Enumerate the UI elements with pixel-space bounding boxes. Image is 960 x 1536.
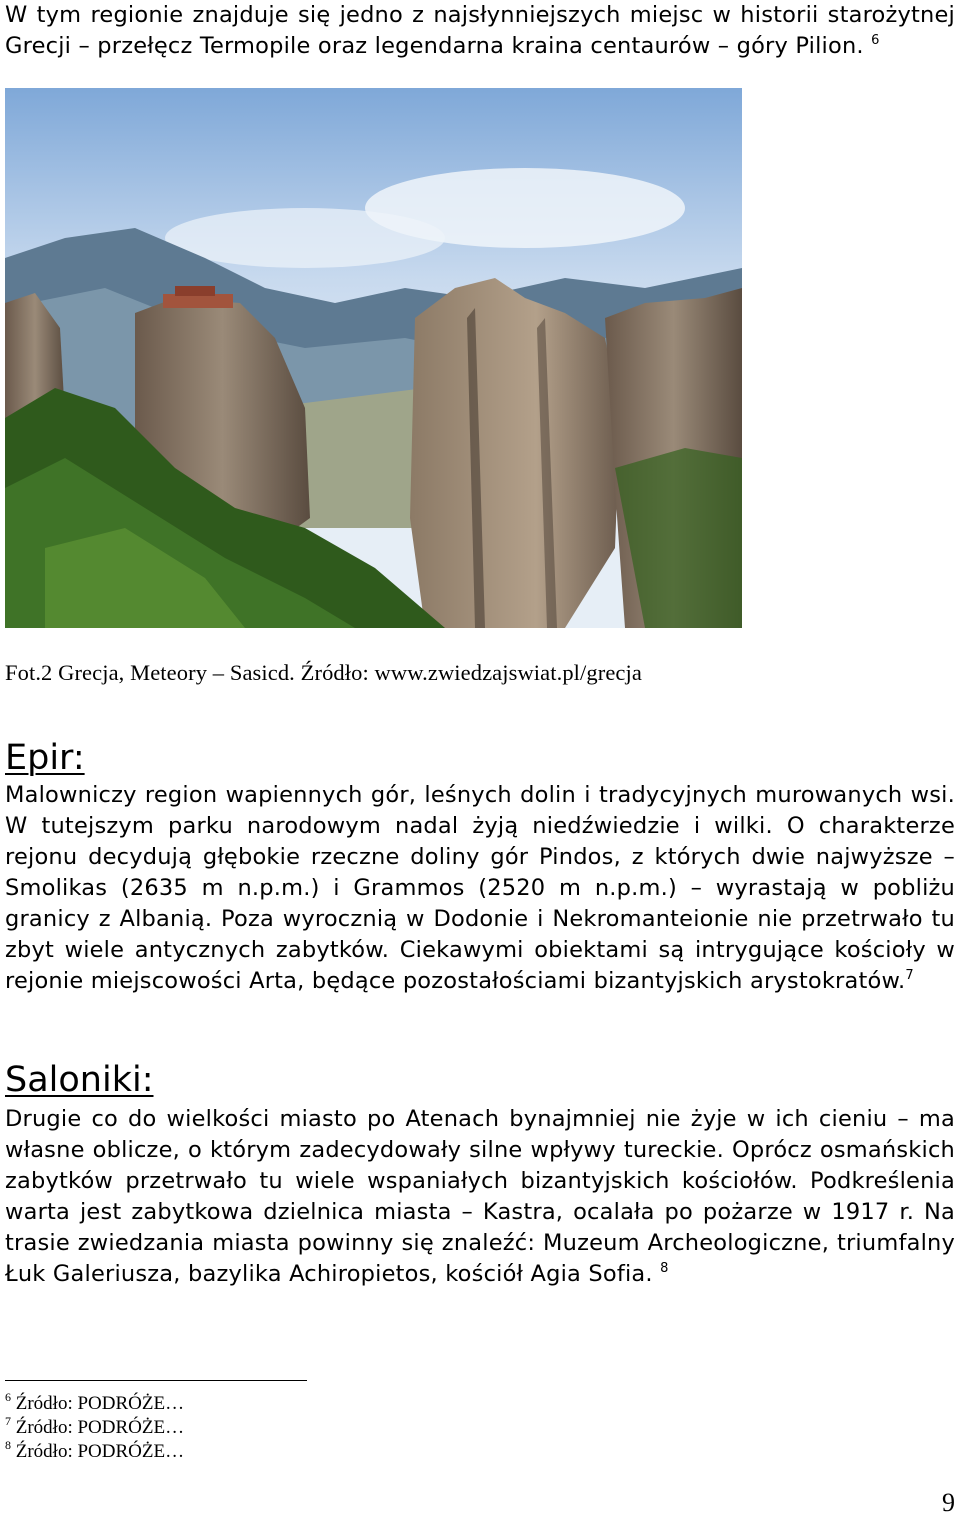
footnote-separator (5, 1380, 307, 1381)
saloniki-paragraph (5, 1104, 955, 1290)
footnote-ref-7: 7 (905, 968, 914, 983)
epir-paragraph (5, 780, 955, 997)
footnote-text: Źródło: PODRÓŻE… (15, 1417, 185, 1438)
epir-text: Malowniczy region wapiennych gór, leśnych dolin i tradycyjnych murowanych wsi. W tutejszym parku narodowym nadal żyją niedźwiedzie i wilki. O charakterze rejonu decydują głębokie rzeczne doliny gór Pindos, z których dwie najwyższe – Smolikas (2635 m n.p.m.) i Grammos (2520 m n.p.m.) – wyrastają w pobliżu granicy z Albanią. Poza wyrocznią w Dodonie i Nekromanteionie nie przetrwało tu zbyt wiele antycznych zabytków. Ciekawymi obiektami są intrygujące kościoły w rejonie miejscowości Arta, będące pozostałościami bizantyjskich arystokratów. (5, 782, 955, 994)
footnote-text: Źródło: PODRÓŻE… (15, 1441, 185, 1462)
footnote-number: 7 (5, 1414, 11, 1428)
page-number: 9 (942, 1488, 955, 1517)
footnote-7 (5, 1416, 184, 1440)
footnote-number: 8 (5, 1438, 11, 1452)
footnote-8 (5, 1440, 184, 1464)
saloniki-text: Drugie co do wielkości miasto po Atenach bynajmniej nie żyje w ich cieniu – ma własne oblicze, o którym zadecydowały silne wpływy tureckie. Oprócz osmańskich zabytków przetrwało tu wiele wspaniałych bizantyjskich kościołów. Podkreślenia warta jest zabytkowa dzielnica miasta – Kastra, ocalała po pożarze w 1917 r. Na trasie zwiedzania miasta powinny się znaleźć: Muzeum Archeologiczne, triumfalny Łuk Galeriusza, bazylika Achiropietos, kościół Agia Sofia. (5, 1106, 955, 1287)
footnote-ref-8: 8 (660, 1261, 669, 1276)
photo-caption: Fot.2 Grecja, Meteory – Sasicd. Źródło: www.zwiedzajswiat.pl/grecja (5, 660, 642, 685)
intro-paragraph (5, 0, 955, 62)
footnote-text: Źródło: PODRÓŻE… (15, 1393, 185, 1414)
footnote-number: 6 (5, 1390, 11, 1404)
intro-text: W tym regionie znajduje się jedno z najsłynniejszych miejsc w historii starożytnej Grecji – przełęcz Termopile oraz legendarna kraina centaurów – góry Pilion. (5, 2, 955, 59)
footnote-ref-6: 6 (871, 33, 880, 48)
section-heading-saloniki: Saloniki: (5, 1060, 154, 1100)
footnote-6 (5, 1392, 184, 1416)
meteora-photo (5, 88, 742, 628)
section-heading-epir: Epir: (5, 738, 85, 778)
